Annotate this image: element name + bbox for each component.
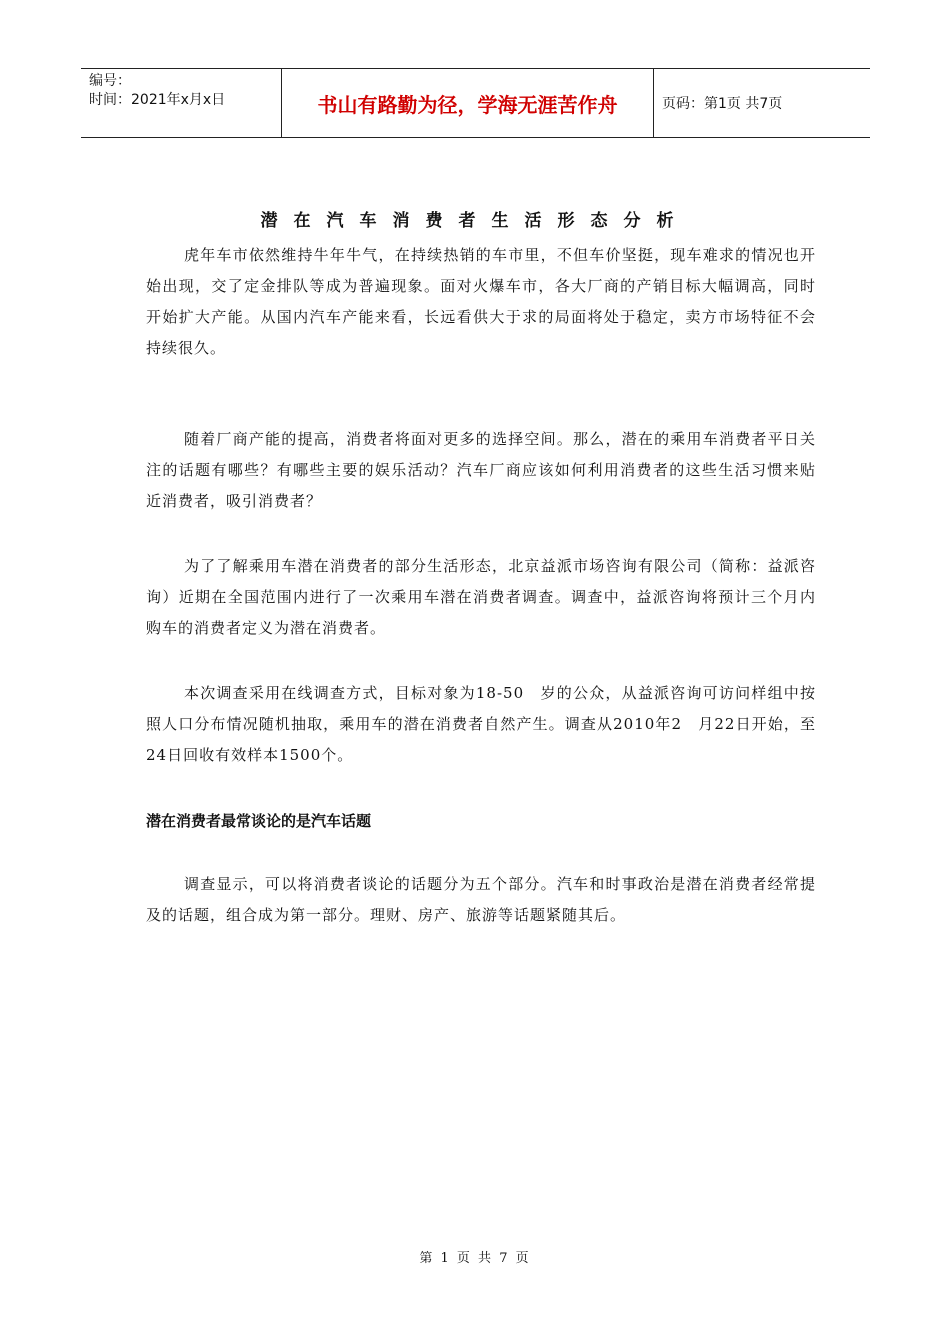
header-table: [81, 68, 870, 138]
header-motto: 书山有路勤为径，学海无涯苦作舟: [281, 69, 654, 137]
header-meta: [81, 69, 281, 137]
paragraph-3: 为了了解乘用车潜在消费者的部分生活形态，北京益派市场咨询有限公司（简称：益派咨询）近期在全国范围内进行了一次乘用车潜在消费者调查。调查中，益派咨询将预计三个月内购车的消费者定义为潜在消费者。: [146, 557, 816, 637]
page-footer: 第 1 页 共 7 页: [419, 1251, 531, 1266]
document-title: 潜在汽车消费者生活形态分析: [260, 211, 690, 231]
paragraph-5: 调查显示，可以将消费者谈论的话题分为五个部分。汽车和时事政治是潜在消费者经常提及的话题，组合成为第一部分。理财、房产、旅游等话题紧随其后。: [146, 875, 816, 924]
paragraph-2: 随着厂商产能的提高，消费者将面对更多的选择空间。那么，潜在的乘用车消费者平日关注的话题有哪些？有哪些主要的娱乐活动？汽车厂商应该如何利用消费者的这些生活习惯来贴近消费者，吸引消费者？: [146, 430, 816, 510]
document-time-label: 时间：2021年x月x日: [89, 92, 226, 108]
header-page-info: 页码：第1页 共7页: [662, 96, 783, 112]
paragraph-1: 虎年车市依然维持牛年牛气，在持续热销的车市里，不但车价坚挺，现车难求的情况也开始出现，交了定金排队等成为普遍现象。面对火爆车市，各大厂商的产销目标大幅调高，同时开始扩大产能。从国内汽车产能来看，长远看供大于求的局面将处于稳定，卖方市场特征不会持续很久。: [146, 246, 816, 357]
section-heading: 潜在消费者最常谈论的是汽车话题: [146, 812, 372, 830]
paragraph-4: 本次调查采用在线调查方式，目标对象为18-50 岁的公众，从益派咨询可访问样组中按照人口分布情况随机抽取，乘用车的潜在消费者自然产生。调查从2010年2 月22日开始，至24日回收有效样本1500个。: [146, 684, 816, 764]
document-number-label: 编号：: [89, 73, 131, 89]
